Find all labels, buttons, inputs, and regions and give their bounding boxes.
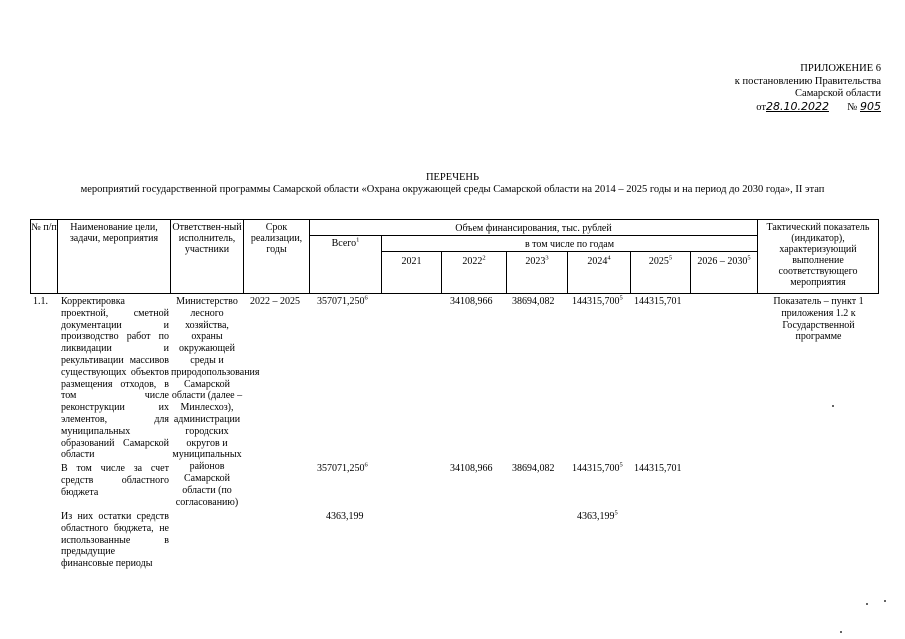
header-indicator: Тактический показатель (индикатор), характеризующий выполнение соответствующего мероприятия <box>766 222 870 288</box>
appendix-block <box>735 63 881 114</box>
header-year-2022: 2022$^2$ <box>462 254 486 267</box>
appendix-title: ПРИЛОЖЕНИЕ 6 <box>800 63 881 74</box>
appendix-date-line <box>735 101 881 115</box>
document-subheading: мероприятий государственной программы Самарской области «Охрана окружающей среды Самарской области на 2014 – 2025 годы и на период до 2030 года», II этап <box>80 184 825 195</box>
header-year-2021: 2021 <box>401 256 422 267</box>
remains-2024: 4363,199$^5$ <box>577 509 618 522</box>
row-period: 2022 – 2025 <box>250 296 300 307</box>
appendix-resolution: к постановлению Правительства <box>734 75 881 87</box>
regional-2025: 144315,701 <box>634 463 682 474</box>
main-2024: 144315,700$^5$ <box>572 294 623 307</box>
header-executor: Ответствен-ный исполнитель, участники <box>172 222 242 255</box>
regional-2022: 34108,966 <box>450 463 493 474</box>
number-prefix: № <box>847 101 858 113</box>
document-heading: ПЕРЕЧЕНЬ <box>425 172 480 183</box>
main-2023: 38694,082 <box>512 296 555 307</box>
header-total: Всего$^1$ <box>331 236 360 249</box>
header-funding: Объем финансирования, тыс. рублей <box>455 223 612 234</box>
row-executor: Министерство лесного хозяйства, охраны окружающей среды и природопользования Самарской области (далее – Минлесхоз), администрации городских округов и муниципальных районов Самарской области (по согласованию) <box>171 296 260 508</box>
remains-total: 4363,199 <box>326 511 364 522</box>
row-number: 1.1. <box>33 296 48 307</box>
header-year-2026-2030: 2026 – 2030$^5$ <box>697 254 751 267</box>
main-2022: 34108,966 <box>450 296 493 307</box>
appendix-region: Самарской области <box>795 88 881 99</box>
header-name: Наименование цели, задачи, мероприятия <box>69 222 159 244</box>
header-by-years: в том числе по годам <box>524 239 615 250</box>
regional-2023: 38694,082 <box>512 463 555 474</box>
header-number: № п/п <box>31 222 57 233</box>
header-year-2025: 2025$^5$ <box>648 254 673 267</box>
row-indicator: Показатель – пункт 1 приложения 1.2 к Государственной программе <box>773 296 864 343</box>
row-name-remains: Из них остатки средств областного бюджета, не использованные в предыдущие финансовые периоды <box>61 511 169 570</box>
header-year-2024: 2024$^4$ <box>587 254 611 267</box>
header-period: Срок реализации, годы <box>250 222 303 255</box>
regional-2024: 144315,700$^5$ <box>572 461 623 474</box>
scan-speck <box>884 600 886 602</box>
handwritten-number: 905 <box>860 99 881 113</box>
handwritten-date: 28.10.2022 <box>765 99 829 113</box>
date-prefix: от <box>756 101 766 113</box>
scan-speck <box>866 603 868 605</box>
main-2025: 144315,701 <box>634 296 682 307</box>
header-year-2023: 2023$^3$ <box>525 254 549 267</box>
row-name-main: Корректировка проектной, сметной документации и производство работ по ликвидации и рекультивации массивов существующих объектов размещения отходов, в том числе реконструкции их элементов, для муниципальных образований Самарской области <box>61 296 169 461</box>
row-name-regional: В том числе за счет средств областного бюджета <box>61 463 169 498</box>
scan-speck <box>840 631 842 633</box>
main-total: 357071,250$^6$ <box>317 294 368 307</box>
scan-speck <box>832 405 834 407</box>
regional-total: 357071,250$^6$ <box>317 461 368 474</box>
